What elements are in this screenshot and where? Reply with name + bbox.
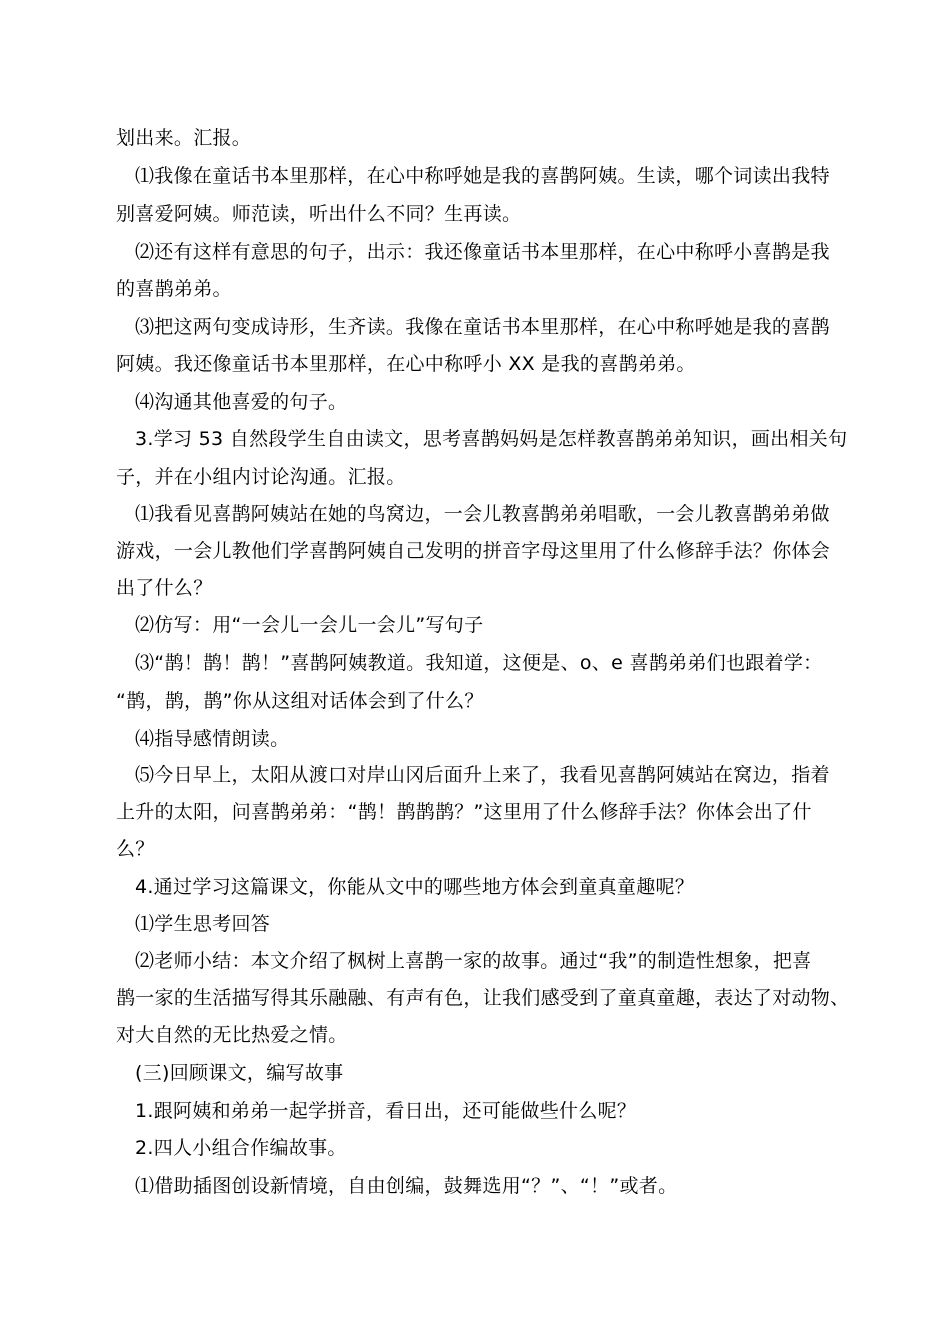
text-line: 子，并在小组内讨论沟通。汇报。: [116, 466, 406, 488]
text-line: 对大自然的无比热爱之情。: [116, 1024, 348, 1046]
text-line: ⑵还有这样有意思的句子，出示：我还像童话书本里那样，在心中称呼小喜鹊是我: [135, 241, 830, 263]
text-line: 4.通过学习这篇课文，你能从文中的哪些地方体会到童真童趣呢？: [135, 876, 695, 898]
text-line: 2.四人小组合作编故事。: [135, 1137, 347, 1159]
text-line: ⑸今日早上，太阳从渡口对岸山冈后面升上来了，我看见喜鹊阿姨站在窝边，指着: [135, 764, 830, 786]
text-line: 上升的太阳，问喜鹊弟弟：“鹊！鹊鹊鹊？”这里用了什么修辞手法？你体会出了什: [116, 801, 812, 823]
section-heading: (三)回顾课文，编写故事: [135, 1062, 344, 1084]
text-line: ⑶“鹊！鹊！鹊！”喜鹊阿姨教道。我知道，这便是、o、e 喜鹊弟弟们也跟着学：: [135, 652, 823, 674]
text-line: ⑵老师小结：本文介绍了枫树上喜鹊一家的故事。通过“我”的制造性想象，把喜: [135, 950, 812, 972]
text-line: ⑴我像在童话书本里那样，在心中称呼她是我的喜鹊阿姨。生读，哪个词读出我特: [135, 165, 830, 187]
text-line: ⑷指导感情朗读。: [135, 728, 290, 750]
text-line: 1.跟阿姨和弟弟一起学拼音，看日出，还可能做些什么呢？: [135, 1100, 637, 1122]
text-line: ⑵仿写：用“一会儿一会儿一会儿”写句子: [135, 614, 484, 636]
text-line: ⑴我看见喜鹊阿姨站在她的鸟窝边，一会儿教喜鹊弟弟唱歌，一会儿教喜鹊弟弟做: [135, 503, 830, 525]
text-line: 出了什么？: [116, 577, 213, 599]
text-line: 3.学习 53 自然段学生自由读文，思考喜鹊妈妈是怎样教喜鹊弟弟知识，画出相关句: [135, 428, 848, 450]
text-line: 别喜爱阿姨。师范读，听出什么不同？生再读。: [116, 203, 522, 225]
text-line: ⑷沟通其他喜爱的句子。: [135, 391, 348, 413]
text-line: 的喜鹊弟弟。: [116, 278, 232, 300]
text-line: “鹊，鹊，鹊”你从这组对话体会到了什么？: [116, 690, 484, 712]
text-line: ⑴借助插图创设新情境，自由创编，鼓舞选用“？”、“！”或者。: [135, 1175, 678, 1197]
text-line: 么？: [116, 838, 155, 860]
text-line: 鹊一家的生活描写得其乐融融、有声有色，让我们感受到了童真童趣，表达了对动物、: [116, 987, 850, 1009]
text-line: ⑴学生思考回答: [135, 913, 271, 935]
text-line: 阿姨。我还像童话书本里那样，在心中称呼小 XX 是我的喜鹊弟弟。: [116, 353, 696, 375]
text-line: 游戏，一会儿教他们学喜鹊阿姨自己发明的拼音字母这里用了什么修辞手法？你体会: [116, 540, 831, 562]
text-line: 划出来。汇报。: [116, 127, 252, 149]
text-line: ⑶把这两句变成诗形，生齐读。我像在童话书本里那样，在心中称呼她是我的喜鹊: [135, 316, 830, 338]
